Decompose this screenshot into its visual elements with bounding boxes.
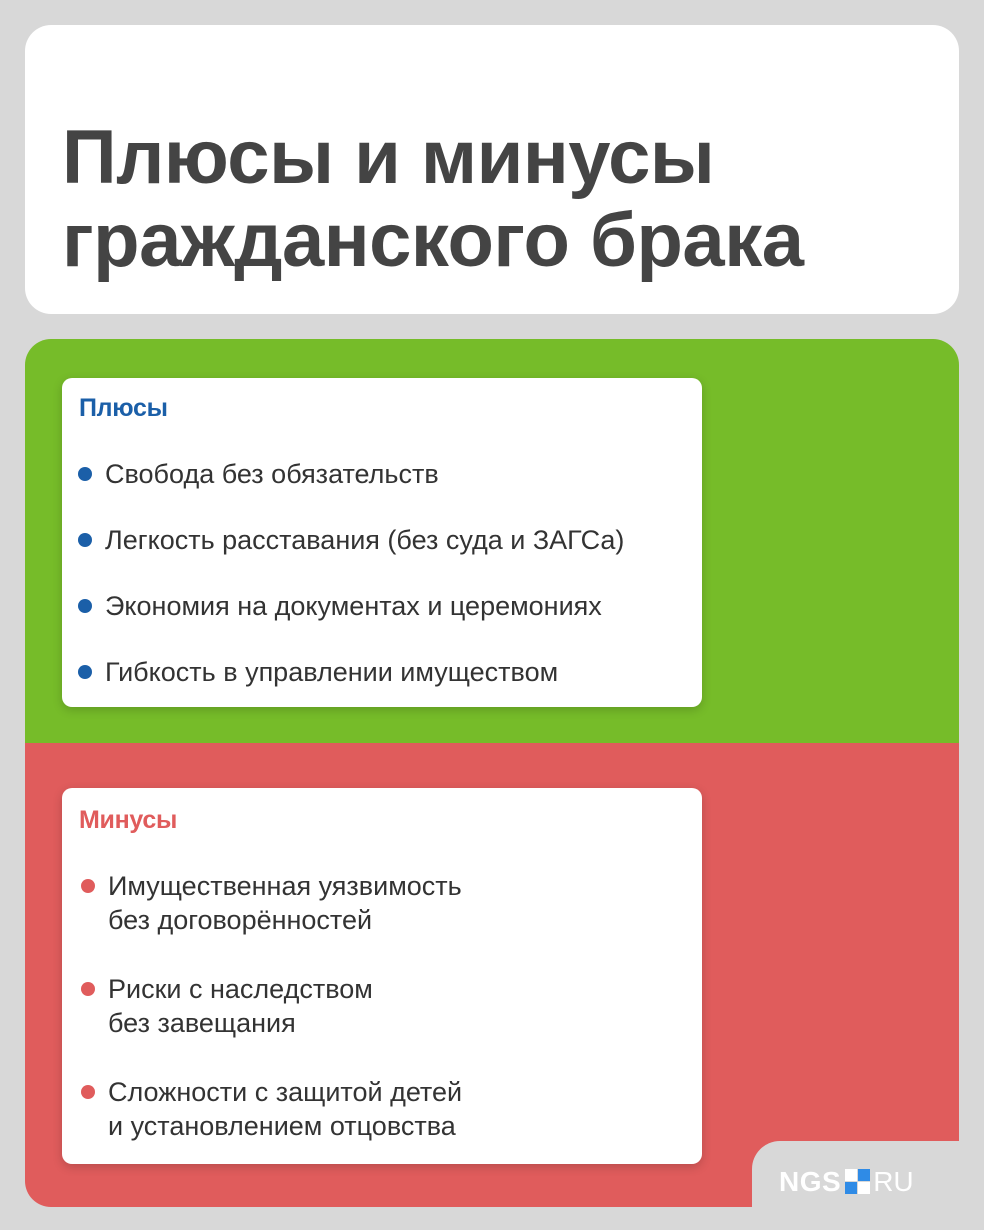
pros-item-text: Легкость расставания (без суда и ЗАГСа) — [105, 525, 625, 555]
cons-card — [62, 788, 702, 1164]
pros-list-item — [78, 589, 602, 623]
pros-list-item — [78, 523, 624, 557]
bullet-dot-icon — [81, 879, 95, 893]
logo-domain-text: RU — [873, 1166, 914, 1197]
cons-item-line-2: и установлением отцовства — [108, 1111, 456, 1141]
cons-item-line-2: без договорённостей — [108, 905, 373, 935]
cons-item-line-1: Сложности с защитой детей — [108, 1077, 463, 1107]
cons-item-line-1: Имущественная уязвимость — [108, 871, 462, 901]
cons-item-text — [108, 1075, 462, 1143]
pros-item-text: Свобода без обязательств — [105, 459, 439, 489]
page-title-line-1: Плюсы и минусы — [62, 115, 715, 200]
pros-card — [62, 378, 702, 707]
cons-item-text — [108, 972, 373, 1040]
bullet-dot-icon — [78, 599, 92, 613]
cons-item-text — [108, 869, 462, 937]
page-title-line-2: гражданского брака — [62, 198, 804, 283]
cons-list-item — [81, 972, 373, 1040]
cons-item-line-2: без завещания — [108, 1008, 296, 1038]
cons-heading: Минусы — [79, 806, 178, 834]
pros-item-text: Экономия на документах и церемониях — [105, 591, 602, 621]
title-card — [25, 25, 959, 314]
cons-list-item — [81, 1075, 462, 1143]
bullet-dot-icon — [78, 467, 92, 481]
pros-list-item — [78, 457, 439, 491]
bullet-dot-icon — [78, 665, 92, 679]
logo-brand-text: NGS — [779, 1166, 842, 1197]
ngs-logo — [779, 1166, 914, 1198]
cons-list-item — [81, 869, 462, 937]
pros-item-text: Гибкость в управлении имуществом — [105, 657, 559, 687]
logo-squares-icon — [845, 1169, 871, 1195]
pros-list-item — [78, 655, 558, 689]
pros-heading: Плюсы — [79, 394, 168, 422]
bullet-dot-icon — [81, 982, 95, 996]
bullet-dot-icon — [81, 1085, 95, 1099]
cons-item-line-1: Риски с наследством — [108, 974, 373, 1004]
bullet-dot-icon — [78, 533, 92, 547]
